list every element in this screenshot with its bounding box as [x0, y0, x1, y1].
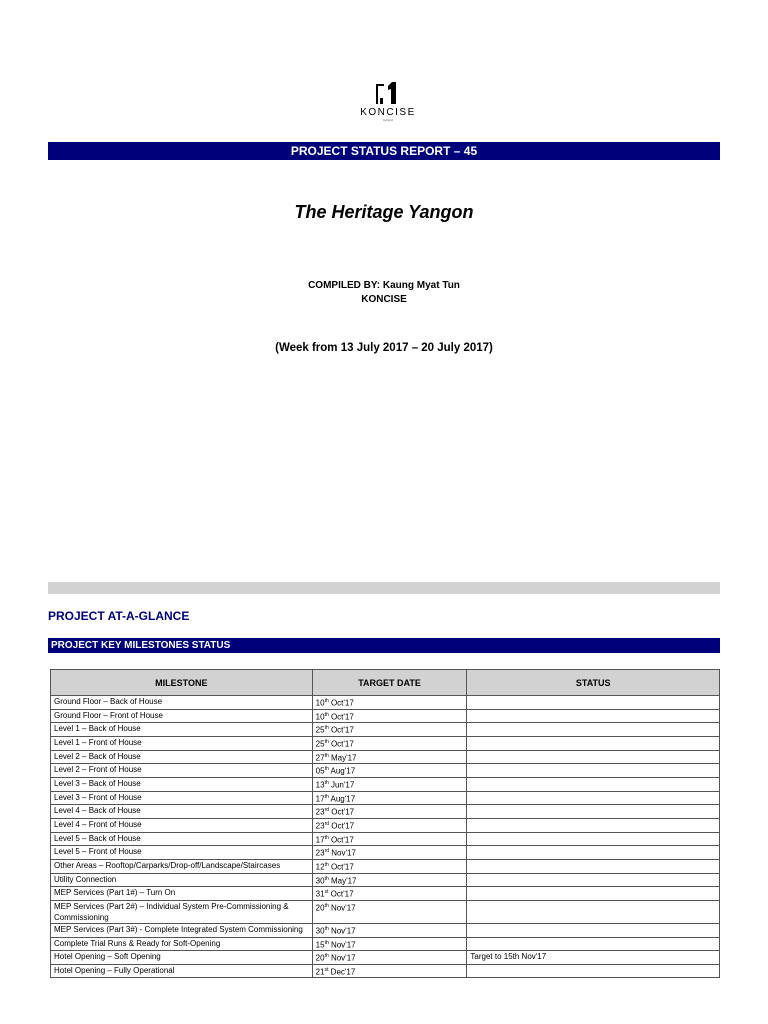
subsection-heading: PROJECT KEY MILESTONES STATUS: [51, 640, 231, 651]
milestone-cell: Level 4 – Front of House: [51, 818, 313, 832]
table-row: [51, 791, 720, 805]
target-date-month: Nov'17: [328, 903, 356, 913]
subsection-banner: [48, 638, 720, 653]
target-date-day: 10: [315, 712, 325, 722]
target-date-cell: [312, 696, 467, 710]
koncise-logo: [358, 80, 418, 130]
target-date-month: Aug'17: [328, 766, 356, 776]
target-date-day: 13: [315, 780, 325, 790]
target-date-cell: [312, 805, 467, 819]
status-cell: [467, 696, 720, 710]
table-row: [51, 805, 720, 819]
target-date-suffix: th: [324, 953, 329, 960]
target-date-cell: [312, 859, 467, 873]
milestone-cell: Other Areas – Rooftop/Carparks/Drop-off/Landscape/Staircases: [51, 859, 313, 873]
target-date-cell: [312, 923, 467, 937]
milestone-cell: Level 1 – Back of House: [51, 723, 313, 737]
milestone-cell: Level 2 – Back of House: [51, 750, 313, 764]
table-row: [51, 736, 720, 750]
target-date-month: Oct'17: [328, 725, 354, 735]
target-date-suffix: rd: [324, 820, 330, 827]
table-row: [51, 777, 720, 791]
target-date-day: 20: [315, 903, 325, 913]
target-date-cell: [312, 846, 467, 860]
target-date-cell: [312, 964, 467, 978]
table-row: [51, 846, 720, 860]
target-date-suffix: th: [324, 698, 329, 704]
milestone-cell: MEP Services (Part 1#) – Turn On: [51, 887, 313, 901]
status-cell: [467, 750, 720, 764]
milestone-cell: MEP Services (Part 3#) - Complete Integrated System Commissioning: [51, 923, 313, 937]
target-date-month: Oct'17: [329, 821, 355, 831]
table-row: [51, 964, 720, 978]
status-cell: [467, 887, 720, 901]
table-row: [51, 951, 720, 965]
compiled-by-block: [0, 279, 768, 307]
status-cell: Target to 15th Nov'17: [467, 951, 720, 965]
table-row: [51, 818, 720, 832]
milestone-cell: Level 5 – Back of House: [51, 832, 313, 846]
status-cell: [467, 818, 720, 832]
target-date-suffix: th: [324, 711, 329, 718]
milestone-cell: Hotel Opening – Fully Operational: [51, 964, 313, 978]
table-row: [51, 859, 720, 873]
target-date-cell: [312, 951, 467, 965]
target-date-suffix: st: [324, 889, 329, 896]
target-date-month: Oct'17: [328, 698, 354, 708]
target-date-month: Jun'17: [328, 780, 355, 790]
target-date-month: Oct'17: [328, 862, 354, 872]
milestone-cell: Utility Connection: [51, 873, 313, 887]
status-cell: [467, 777, 720, 791]
target-date-day: 17: [315, 835, 325, 845]
table-row: [51, 723, 720, 737]
target-date-suffix: th: [324, 902, 329, 909]
target-date-cell: [312, 791, 467, 805]
table-row: [51, 696, 720, 710]
target-date-month: Nov'17: [328, 940, 356, 950]
project-name: The Heritage Yangon: [294, 202, 474, 222]
status-cell: [467, 923, 720, 937]
target-date-cell: [312, 873, 467, 887]
target-date-month: Nov'17: [328, 926, 356, 936]
target-date-cell: [312, 818, 467, 832]
target-date-day: 23: [315, 821, 325, 831]
target-date-suffix: st: [324, 966, 329, 973]
header-target-date: TARGET DATE: [312, 670, 467, 696]
table-row: [51, 709, 720, 723]
target-date-day: 30: [315, 876, 325, 886]
target-date-month: Oct'17: [328, 835, 354, 845]
target-date-cell: [312, 750, 467, 764]
status-cell: [467, 736, 720, 750]
target-date-month: May'17: [328, 876, 357, 886]
milestone-cell: Ground Floor – Back of House: [51, 696, 313, 710]
target-date-cell: [312, 736, 467, 750]
status-cell: [467, 832, 720, 846]
target-date-month: Aug'17: [328, 794, 356, 804]
table-row: [51, 764, 720, 778]
target-date-suffix: rd: [324, 848, 330, 855]
target-date-cell: [312, 723, 467, 737]
table-row: [51, 923, 720, 937]
target-date-suffix: th: [324, 752, 329, 759]
target-date-cell: [312, 900, 467, 923]
report-title: PROJECT STATUS REPORT – 45: [290, 144, 478, 158]
week-range: (Week from 13 July 2017 – 20 July 2017): [275, 342, 493, 354]
milestone-cell: Hotel Opening – Soft Opening: [51, 951, 313, 965]
milestone-cell: Level 4 – Back of House: [51, 805, 313, 819]
milestone-cell: Complete Trial Runs & Ready for Soft-Opening: [51, 937, 313, 951]
logo-by-text: byNord: [383, 118, 393, 122]
target-date-cell: [312, 709, 467, 723]
target-date-day: 31: [315, 889, 325, 899]
logo-brand-text: KONCISE: [360, 107, 416, 118]
target-date-cell: [312, 764, 467, 778]
status-cell: [467, 723, 720, 737]
target-date-suffix: th: [324, 925, 329, 932]
target-date-month: Oct'17: [328, 712, 354, 722]
table-row: [51, 750, 720, 764]
milestone-cell: Level 2 – Front of House: [51, 764, 313, 778]
status-cell: [467, 709, 720, 723]
target-date-month: Oct'17: [329, 807, 355, 817]
table-row: [51, 900, 720, 923]
table-row: [51, 873, 720, 887]
header-milestone: MILESTONE: [51, 670, 313, 696]
milestone-cell: Ground Floor – Front of House: [51, 709, 313, 723]
table-header-row: [51, 670, 720, 696]
status-cell: [467, 900, 720, 923]
compiled-by-line: COMPILED BY: Kaung Myat Tun: [308, 280, 460, 291]
section-heading: PROJECT AT-A-GLANCE: [48, 609, 190, 623]
target-date-cell: [312, 937, 467, 951]
target-date-day: 17: [315, 794, 325, 804]
target-date-day: 25: [315, 725, 325, 735]
target-date-suffix: rd: [324, 807, 330, 814]
status-cell: [467, 873, 720, 887]
milestone-cell: Level 5 – Front of House: [51, 846, 313, 860]
target-date-day: 20: [315, 953, 325, 963]
target-date-month: Nov'17: [328, 953, 356, 963]
target-date-day: 12: [315, 862, 325, 872]
target-date-suffix: th: [324, 725, 329, 732]
target-date-suffix: th: [324, 875, 329, 882]
logo-mark-icon: [374, 80, 402, 106]
target-date-suffix: th: [324, 738, 329, 745]
milestone-cell: MEP Services (Part 2#) – Individual System Pre-Commissioning & Commissioning: [51, 900, 313, 923]
target-date-suffix: th: [324, 766, 329, 773]
target-date-day: 23: [315, 807, 325, 817]
target-date-suffix: th: [324, 939, 329, 946]
target-date-day: 05: [315, 766, 325, 776]
table-row: [51, 937, 720, 951]
target-date-suffix: th: [324, 779, 329, 786]
company-name: KONCISE: [361, 294, 407, 305]
target-date-day: 15: [315, 940, 325, 950]
header-status: STATUS: [467, 670, 720, 696]
milestone-cell: Level 1 – Front of House: [51, 736, 313, 750]
status-cell: [467, 846, 720, 860]
target-date-day: 23: [315, 848, 325, 858]
target-date-month: Nov'17: [329, 848, 356, 858]
target-date-month: Dec'17: [328, 967, 356, 977]
table-row: [51, 832, 720, 846]
report-title-banner: [48, 142, 720, 160]
target-date-suffix: th: [324, 834, 329, 841]
target-date-day: 30: [315, 926, 325, 936]
status-cell: [467, 937, 720, 951]
milestones-table: [50, 669, 720, 978]
target-date-day: 10: [315, 698, 325, 708]
target-date-suffix: th: [324, 793, 329, 800]
status-cell: [467, 805, 720, 819]
target-date-day: 21: [315, 967, 325, 977]
target-date-day: 25: [315, 739, 325, 749]
table-row: [51, 887, 720, 901]
target-date-cell: [312, 887, 467, 901]
milestone-cell: Level 3 – Back of House: [51, 777, 313, 791]
target-date-cell: [312, 777, 467, 791]
status-cell: [467, 964, 720, 978]
divider-bar: [48, 582, 720, 594]
status-cell: [467, 791, 720, 805]
target-date-day: 27: [315, 753, 325, 763]
status-cell: [467, 859, 720, 873]
target-date-month: Oct'17: [328, 889, 354, 899]
target-date-month: May'17: [328, 753, 357, 763]
target-date-month: Oct'17: [328, 739, 354, 749]
status-cell: [467, 764, 720, 778]
milestone-cell: Level 3 – Front of House: [51, 791, 313, 805]
target-date-cell: [312, 832, 467, 846]
target-date-suffix: th: [324, 861, 329, 868]
